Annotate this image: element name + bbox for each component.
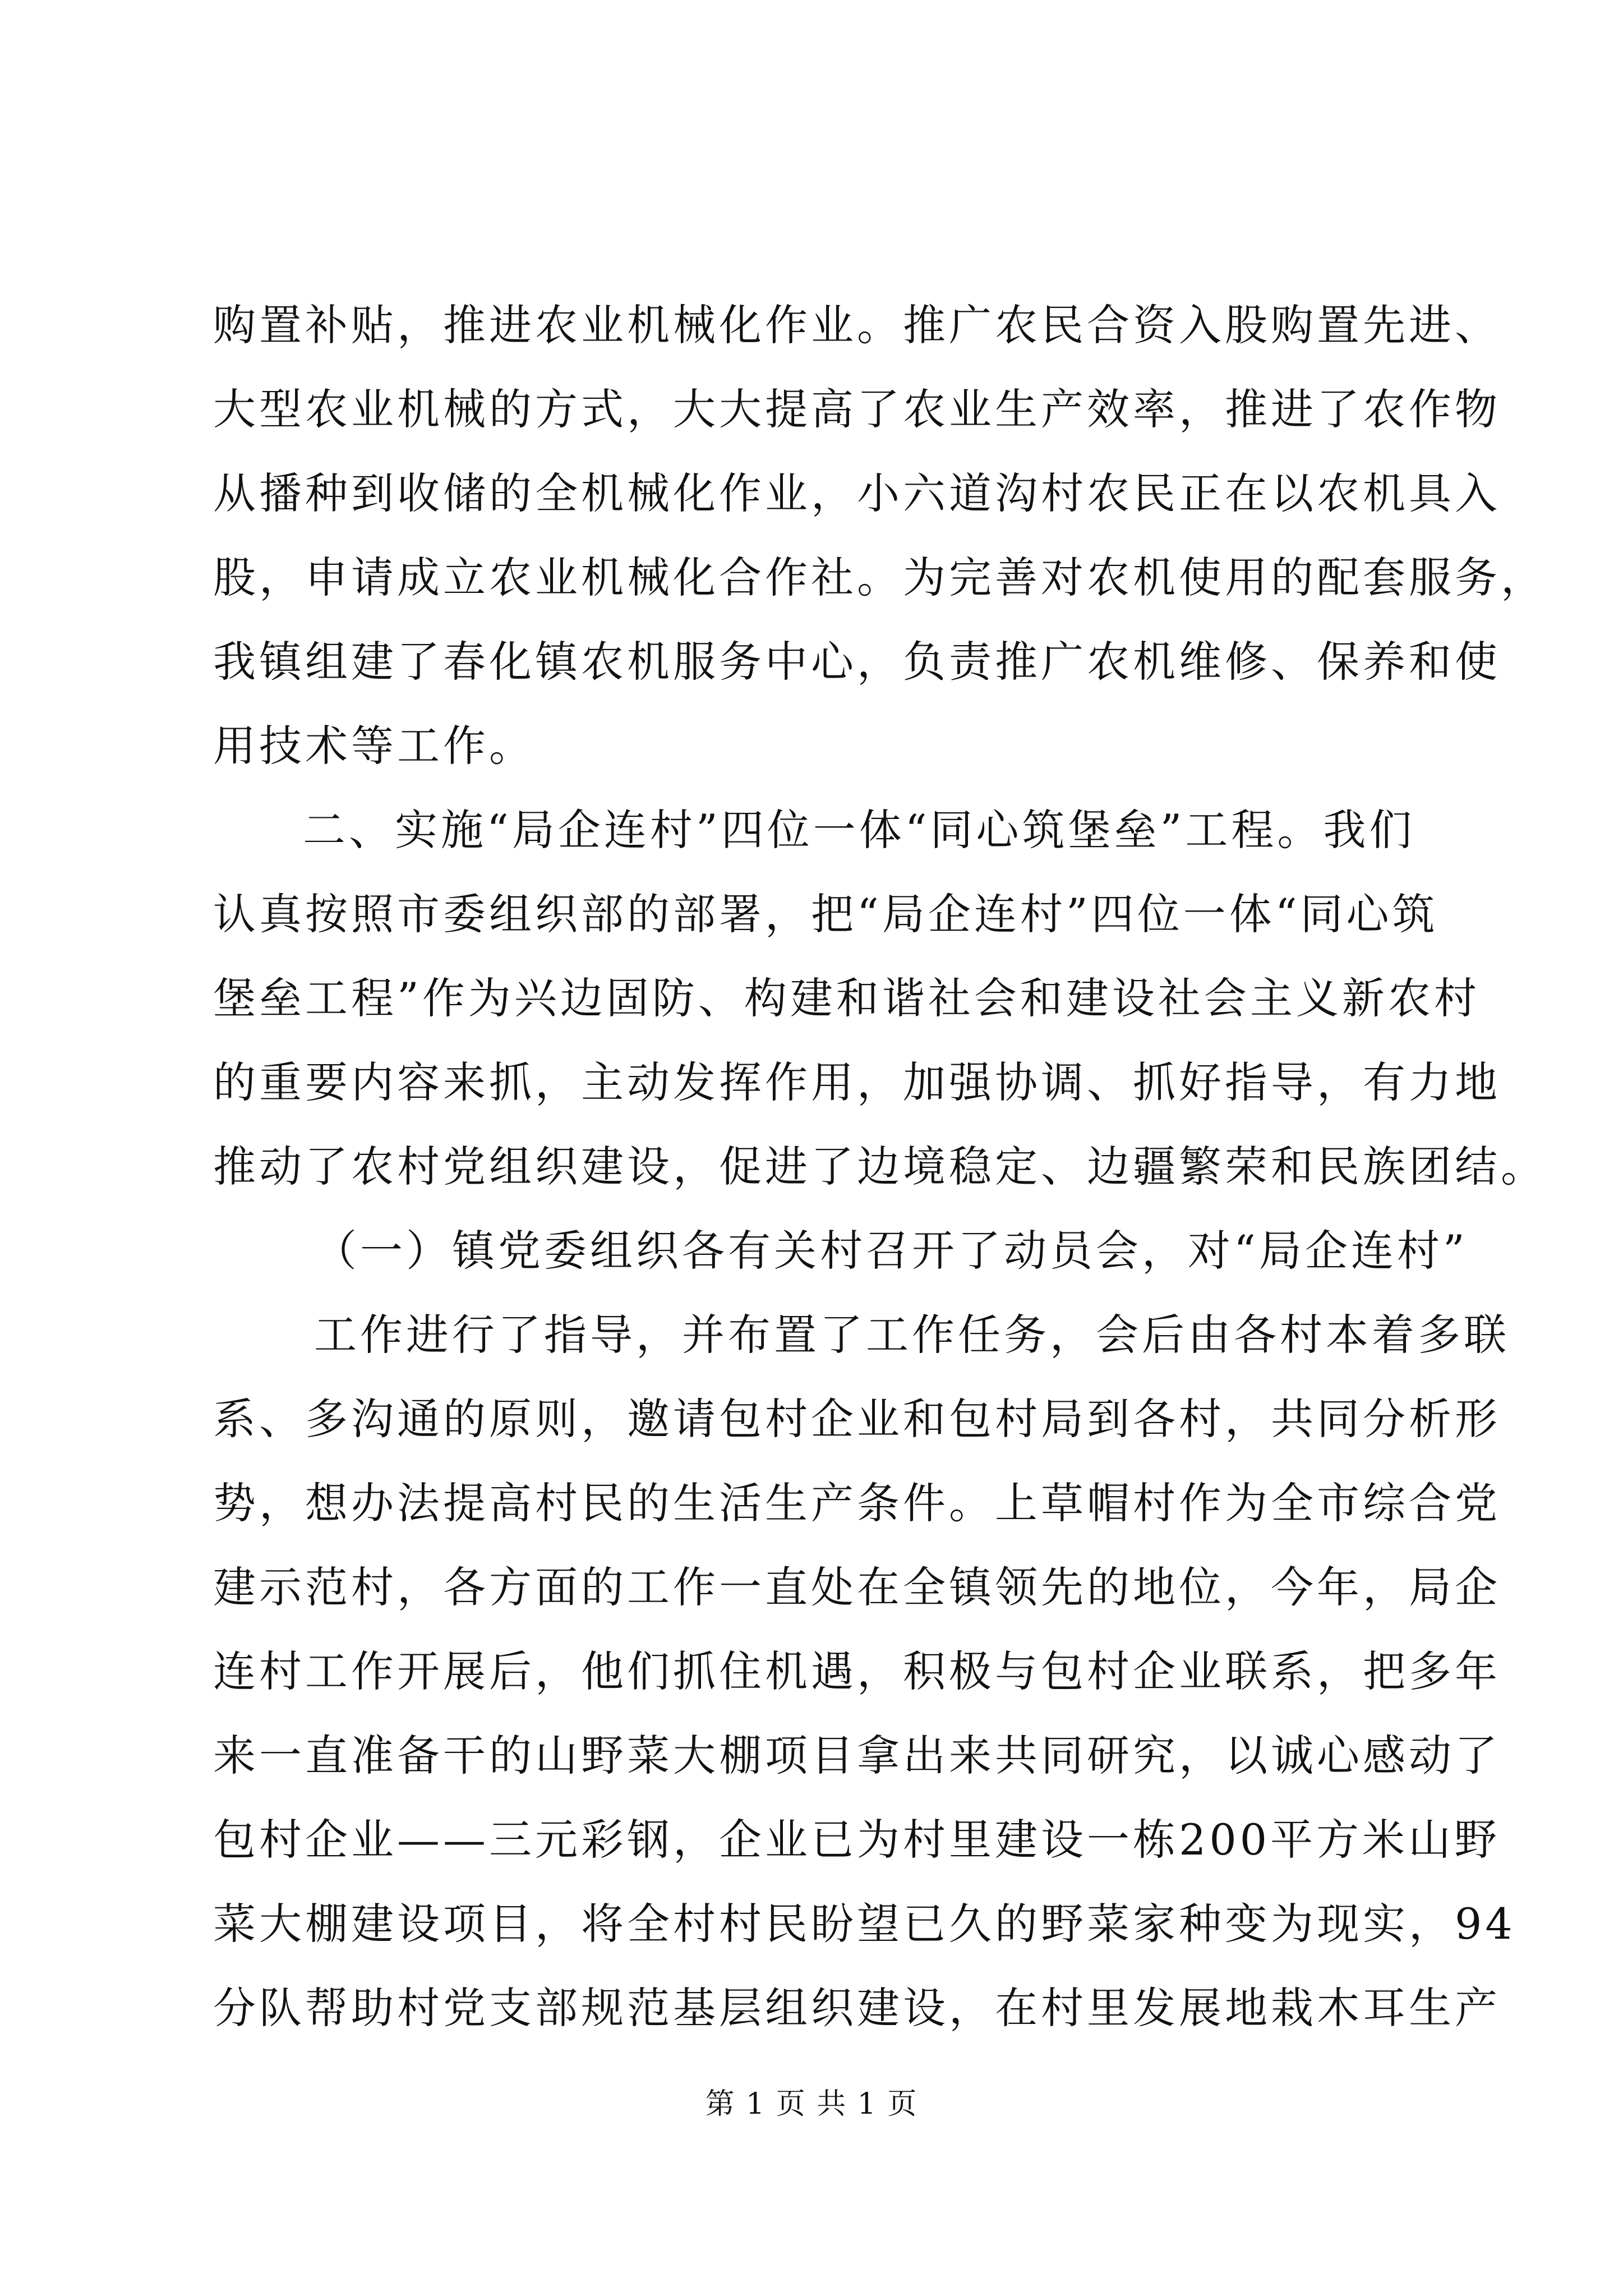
paragraph-line: 推动了农村党组织建设，促进了边境稳定、边疆繁荣和民族团结。: [213, 1142, 1547, 1191]
paragraph-line: 菜大棚建设项目，将全村村民盼望已久的野菜家种变为现实，94: [213, 1899, 1516, 1949]
paragraph-line: 建示范村，各方面的工作一直处在全镇领先的地位，今年，局企: [213, 1562, 1501, 1612]
paragraph-line: 势，想办法提高村民的生活生产条件。上草帽村作为全市综合党: [213, 1478, 1501, 1528]
paragraph-line: 分队帮助村党支部规范基层组织建设，在村里发展地栽木耳生产: [213, 1983, 1501, 2033]
paragraph-line: 我镇组建了春化镇农机服务中心，负责推广农机维修、保养和使: [213, 637, 1501, 687]
paragraph-line: 来一直准备干的山野菜大棚项目拿出来共同研究，以诚心感动了: [213, 1731, 1501, 1780]
paragraph-line: 从播种到收储的全机械化作业，小六道沟村农民正在以农机具入: [213, 468, 1501, 518]
paragraph-line: 系、多沟通的原则，邀请包村企业和包村局到各村，共同分析形: [213, 1394, 1501, 1444]
paragraph-line: 认真按照市委组织部的部署，把“局企连村”四位一体“同心筑: [213, 889, 1438, 939]
paragraph-line: 连村工作开展后，他们抓住机遇，积极与包村企业联系，把多年: [213, 1646, 1501, 1696]
section-heading-line: 二、实施“局企连村”四位一体“同心筑堡垒”工程。我们: [303, 805, 1415, 855]
paragraph-line: 购置补贴，推进农业机械化作业。推广农民合资入股购置先进、: [213, 300, 1501, 350]
page-number-footer: 第 1 页 共 1 页: [705, 2087, 918, 2121]
subsection-heading-line: （一）镇党委组织各有关村召开了动员会，对“局企连村”: [314, 1226, 1468, 1276]
paragraph-line: 大型农业机械的方式，大大提高了农业生产效率，推进了农作物: [213, 384, 1501, 434]
paragraph-line: 的重要内容来抓，主动发挥作用，加强协调、抓好指导，有力地: [213, 1057, 1501, 1107]
paragraph-line: 工作进行了指导，并布置了工作任务，会后由各村本着多联: [314, 1310, 1510, 1360]
paragraph-line: 用技术等工作。: [213, 721, 535, 771]
paragraph-line: 包村企业——三元彩钢，企业已为村里建设一栋200平方米山野: [213, 1815, 1501, 1865]
paragraph-line: 堡垒工程”作为兴边固防、构建和谐社会和建设社会主义新农村: [213, 973, 1480, 1023]
paragraph-line: 股，申请成立农业机械化合作社。为完善对农机使用的配套服务，: [213, 553, 1547, 602]
